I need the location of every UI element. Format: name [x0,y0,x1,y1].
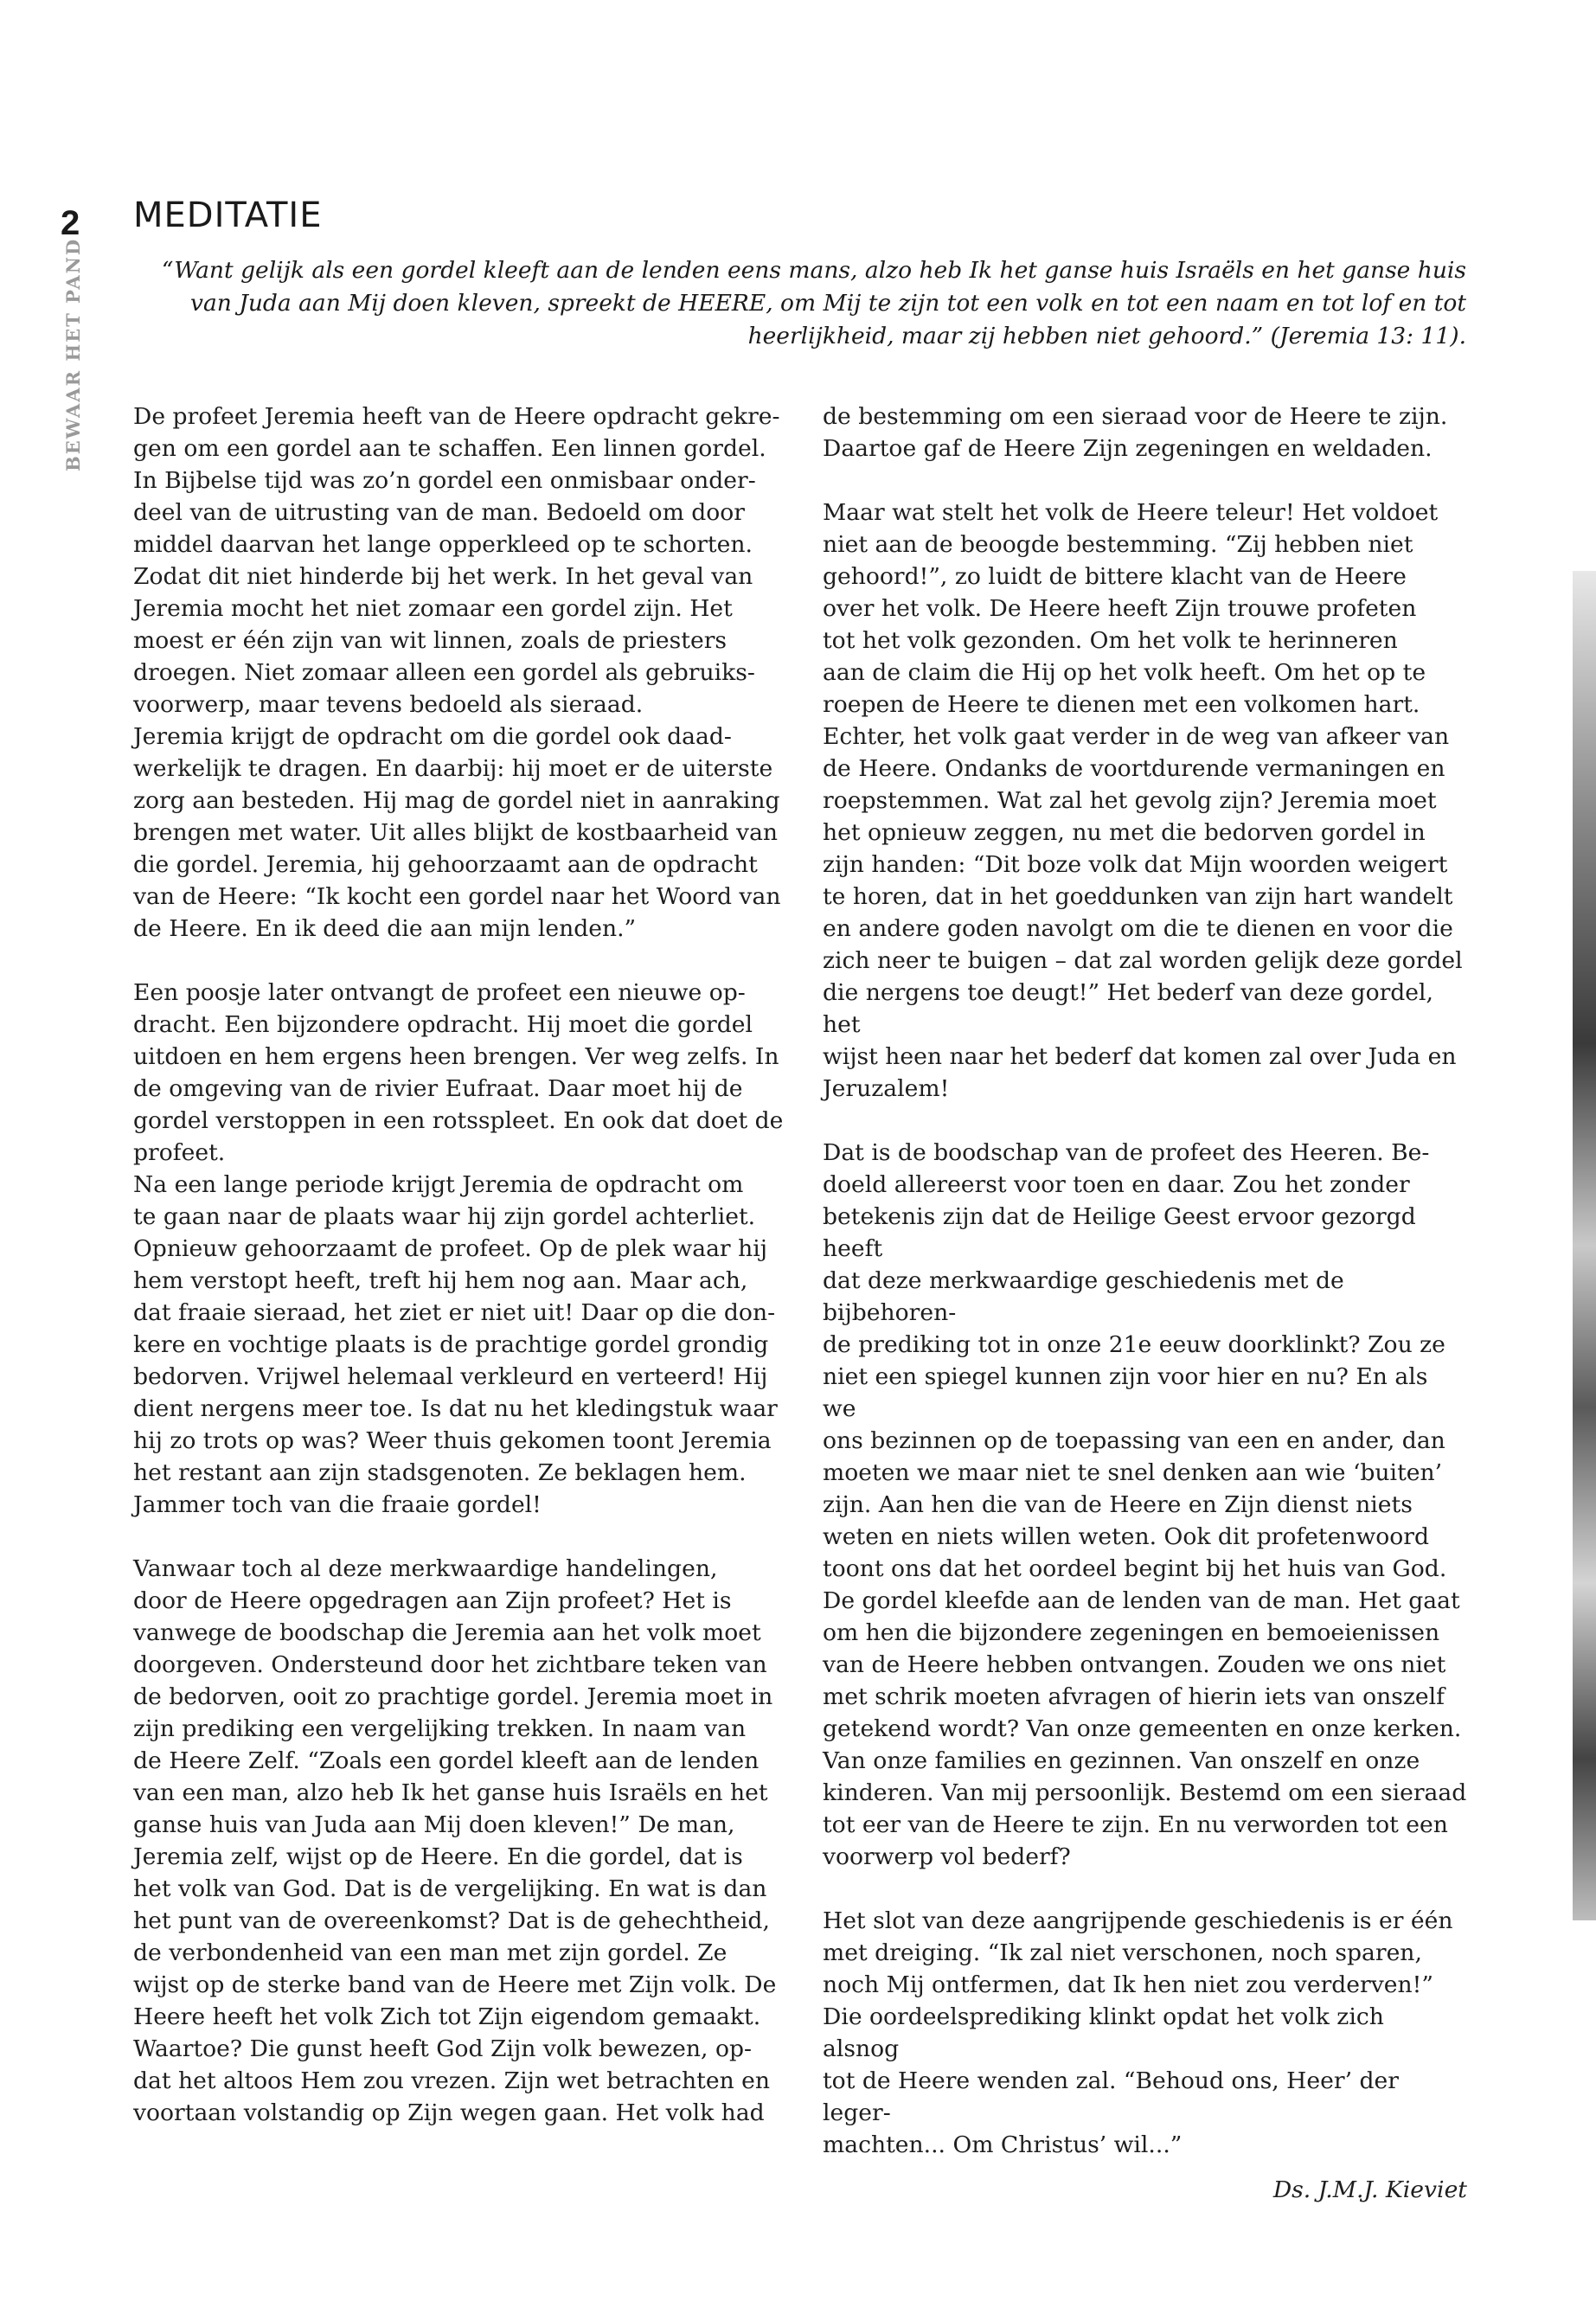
author-signature: Ds. J.M.J. Kieviet [1272,2176,1467,2203]
edge-photo [1573,571,1596,1920]
paragraph: de bestemming om een sieraad voor de Heere te zijn. Daartoe gaf de Heere Zijn zegeningen en weldaden. [823,403,1448,462]
side-label: BEWAAR HET PAND [62,237,84,471]
paragraph: Vanwaar toch al deze merkwaardige handelingen, door de Heere opgedragen aan Zijn profeet? Het is vanwege de boodschap die Jeremia aan het volk moet doorgeven. Ondersteund door het zichtbare teken van de bedorven, ooit zo prachtige gordel. Jeremia moet in zijn prediking een vergelijking trekken. In naam van de Heere Zelf. “Zoals een gordel kleeft aan de lenden van een man, alzo heb Ik het ganse huis Israëls en het ganse huis van Juda aan Mij doen kleven!” De man, Jeremia zelf, wijst op de Heere. En die gordel, dat is het volk van God. Dat is de vergelijking. En wat is dan het punt van de overeenkomst? Dat is de gehechtheid, de verbondenheid van een man met zijn gordel. Ze wijst op de sterke band van de Heere met Zijn volk. De Heere heeft het volk Zich tot Zijn eigendom gemaakt. Waartoe? Die gunst heeft God Zijn volk bewezen, op- dat het altoos Hem zou vrezen. Zijn wet betrachten en voortaan volstandig op Zijn wegen gaan. Het volk had [133,1555,777,2126]
left-column [133,401,791,2161]
paragraph: Maar wat stelt het volk de Heere teleur! Het voldoet niet aan de beoogde bestemming. “Zij hebben niet gehoord!”, zo luidt de bittere klacht van de Heere over het volk. De Heere heeft Zijn trouwe profeten tot het volk gezonden. Om het volk te herinneren aan de claim die Hij op het volk heeft. Om het op te roepen de Heere te dienen met een volkomen hart. Echter, het volk gaat verder in de weg van afkeer van de Heere. Ondanks de voortdurende vermaningen en roepstemmen. Wat zal het gevolg zijn? Jeremia moet het opnieuw zeggen, nu met die bedorven gordel in zijn handen: “Dit boze volk dat Mijn woorden weigert te horen, dat in het goeddunken van zijn hart wandelt en andere goden navolgt om die te dienen en voor die zich neer te buigen – dat zal worden gelijk deze gordel die nergens toe deugt!” Het bederf van deze gordel, het wijst heen naar het bederf dat komen zal over Juda en Jeruzalem! [823,499,1463,1102]
paragraph: Jeremia krijgt de opdracht om die gordel ook daad- werkelijk te dragen. En daarbij: hij moet er de uiterste zorg aan besteden. Hij mag de gordel niet in aanraking brengen met water. Uit alles blijkt de kostbaarheid van die gordel. Jeremia, hij gehoorzaamt aan de opdracht van de Heere: “Ik kocht een gordel naar het Woord van de Heere. En ik deed die aan mijn lenden.” [133,723,781,942]
paragraph: Een poosje later ontvangt de profeet een nieuwe op- dracht. Een bijzondere opdracht. Hij moet die gordel uitdoen en hem ergens heen brengen. Ver weg zelfs. In de omgeving van de rivier Eufraat. Daar moet hij de gordel verstoppen in een rotsspleet. En ook dat doet de profeet. [133,979,784,1166]
paragraph: Het slot van deze aangrijpende geschiedenis is er één met dreiging. “Ik zal niet verschonen, noch sparen, noch Mij ontfermen, dat Ik hen niet zou verderven!” Die oordeelsprediking klinkt opdat het volk zich alsnog tot de Heere wenden zal. “Behoud ons, Heer’ der leger- machten... Om Christus’ wil...” [823,1907,1453,2158]
scripture-quote: “Want gelijk als een gordel kleeft aan de lenden eens mans, alzo heb Ik het ganse huis Israëls en het ganse huis van Juda aan Mij doen kleven, spreekt de HEERE, om Mij te zijn tot een volk en tot een naam en tot lof en tot heerlijkheid, maar zij hebben niet gehoord.” (Jeremia 13: 11). [161,257,1466,349]
section-title: MEDITATIE [133,195,323,235]
page-number: 2 [61,204,80,242]
paragraph: Na een lange periode krijgt Jeremia de opdracht om te gaan naar de plaats waar hij zijn gordel achterliet. Opnieuw gehoorzaamt de profeet. Op de plek waar hij hem verstopt heeft, treft hij hem nog aan. Maar ach, dat fraaie sieraad, het ziet er niet uit! Daar op die don- kere en vochtige plaats is de prachtige gordel grondig bedorven. Vrijwel helemaal verkleurd en verteerd! Hij dient nergens meer toe. Is dat nu het kledingstuk waar hij zo trots op was? Weer thuis gekomen toont Jeremia het restant aan zijn stadsgenoten. Ze beklagen hem. Jammer toch van die fraaie gordel! [133,1171,778,1518]
paragraph: De profeet Jeremia heeft van de Heere opdracht gekre- gen om een gordel aan te schaffen. Een linnen gordel. In Bijbelse tijd was zo’n gordel een onmisbaar onder- deel van de uitrusting van de man. Bedoeld om door middel daarvan het lange opperkleed op te schorten. Zodat dit niet hinderde bij het werk. In het geval van Jeremia mocht het niet zomaar een gordel zijn. Het moest er één zijn van wit linnen, zoals de priesters droegen. Niet zomaar alleen een gordel als gebruiks- voorwerp, maar tevens bedoeld als sieraad. [133,403,780,718]
right-column [823,401,1467,2206]
paragraph: Dat is de boodschap van de profeet des Heeren. Be- doeld allereerst voor toen en daar. Zou het zonder betekenis zijn dat de Heilige Geest ervoor gezorgd heeft dat deze merkwaardige geschiedenis met de bijbehoren- de prediking tot in onze 21e eeuw doorklinkt? Zou ze niet een spiegel kunnen zijn voor hier en nu? En als we ons bezinnen op de toepassing van een en ander, dan moeten we maar niet te snel denken aan wie ‘buiten’ zijn. Aan hen die van de Heere en Zijn dienst niets weten en niets willen weten. Ook dit profetenwoord toont ons dat het oordeel begint bij het huis van God. De gordel kleefde aan de lenden van de man. Het gaat om hen die bijzondere zegeningen en bemoeienissen van de Heere hebben ontvangen. Zouden we ons niet met schrik moeten afvragen of hierin iets van onszelf getekend wordt? Van onze gemeenten en onze kerken. Van onze families en gezinnen. Van onszelf en onze kinderen. Van mij persoonlijk. Bestemd om een sieraad tot eer van de Heere te zijn. En nu verworden tot een voorwerp vol bederf? [823,1139,1467,1870]
